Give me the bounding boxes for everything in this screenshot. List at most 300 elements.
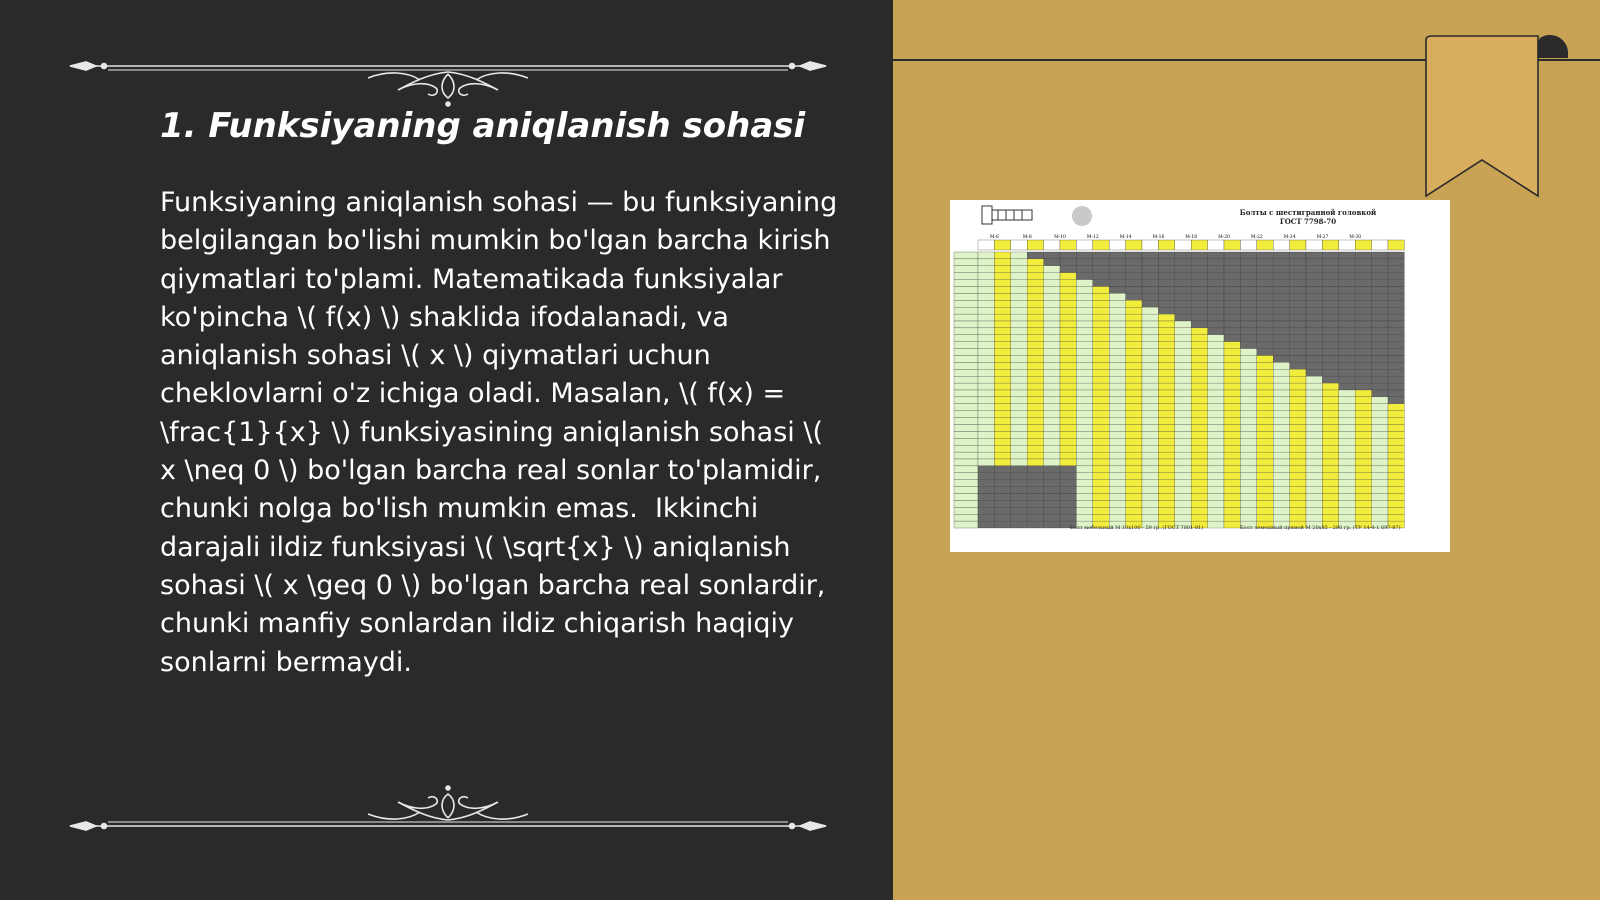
- table-cell: [994, 307, 1010, 314]
- table-cell: [1224, 411, 1240, 418]
- table-cell: [1142, 349, 1158, 356]
- table-cell: [1372, 280, 1388, 287]
- table-cell: [1175, 466, 1191, 473]
- table-cell: [1273, 314, 1289, 321]
- table-cell: [978, 480, 994, 487]
- table-row-label-cell: [954, 356, 978, 363]
- table-cell: [1076, 466, 1092, 473]
- table-cell: [1060, 328, 1076, 335]
- table-cell: [1257, 466, 1273, 473]
- table-cell: [1372, 418, 1388, 425]
- table-cell: [1208, 473, 1224, 480]
- table-cell: [1191, 473, 1207, 480]
- table-column-header: M-8: [1022, 235, 1032, 240]
- table-cell: [1257, 514, 1273, 521]
- table-cell: [1290, 431, 1306, 438]
- table-cell: [1257, 335, 1273, 342]
- table-column-header: M-20: [1218, 235, 1230, 240]
- table-cell: [1076, 390, 1092, 397]
- table-cell: [994, 514, 1010, 521]
- table-cell: [1093, 390, 1109, 397]
- table-cell: [1372, 514, 1388, 521]
- table-cell: [994, 362, 1010, 369]
- table-cell: [1011, 431, 1027, 438]
- table-cell: [978, 397, 994, 404]
- table-cell: [978, 252, 994, 259]
- table-cell: [1257, 307, 1273, 314]
- table-cell: [1290, 342, 1306, 349]
- table-cell: [1109, 307, 1125, 314]
- table-cell: [1273, 328, 1289, 335]
- table-cell: [1273, 418, 1289, 425]
- table-cell: [1290, 459, 1306, 466]
- table-cell: [1027, 356, 1043, 363]
- table-cell: [1076, 376, 1092, 383]
- table-cell: [1060, 280, 1076, 287]
- table-cell: [1175, 266, 1191, 273]
- table-cell: [1322, 321, 1338, 328]
- table-cell: [1355, 411, 1371, 418]
- table-cell: [1093, 480, 1109, 487]
- table-column-header: M-16: [1152, 235, 1165, 240]
- table-cell: [1126, 431, 1142, 438]
- table-cell: [1027, 259, 1043, 266]
- table-cell: [1388, 287, 1404, 294]
- table-cell: [1126, 266, 1142, 273]
- table-cell: [1240, 480, 1256, 487]
- table-cell: [994, 438, 1010, 445]
- table-cell: [1273, 266, 1289, 273]
- table-header-cell: [1093, 240, 1109, 250]
- table-header-cell: [1126, 240, 1142, 250]
- table-cell: [1273, 307, 1289, 314]
- table-cell: [1273, 252, 1289, 259]
- table-cell: [1355, 397, 1371, 404]
- table-cell: [1126, 362, 1142, 369]
- table-cell: [1224, 452, 1240, 459]
- table-cell: [1076, 514, 1092, 521]
- table-cell: [1208, 349, 1224, 356]
- table-cell: [1257, 431, 1273, 438]
- table-cell: [1175, 293, 1191, 300]
- table-cell: [1011, 280, 1027, 287]
- table-cell: [1306, 356, 1322, 363]
- table-cell: [1208, 321, 1224, 328]
- table-cell: [1093, 445, 1109, 452]
- table-cell: [1208, 397, 1224, 404]
- table-cell: [1306, 431, 1322, 438]
- table-cell: [1240, 487, 1256, 494]
- table-cell: [1126, 349, 1142, 356]
- table-cell: [1224, 342, 1240, 349]
- table-row-label-cell: [954, 431, 978, 438]
- table-cell: [1322, 500, 1338, 507]
- table-cell: [1322, 259, 1338, 266]
- table-cell: [1388, 452, 1404, 459]
- table-cell: [1175, 376, 1191, 383]
- table-cell: [1175, 328, 1191, 335]
- table-cell: [1257, 438, 1273, 445]
- table-cell: [1290, 500, 1306, 507]
- table-cell: [1044, 445, 1060, 452]
- table-cell: [1011, 425, 1027, 432]
- table-cell: [1273, 349, 1289, 356]
- table-cell: [1191, 280, 1207, 287]
- table-cell: [1142, 280, 1158, 287]
- table-cell: [1109, 335, 1125, 342]
- table-cell: [1322, 494, 1338, 501]
- table-cell: [1372, 480, 1388, 487]
- table-cell: [1208, 266, 1224, 273]
- table-row-label-cell: [954, 500, 978, 507]
- table-cell: [1240, 445, 1256, 452]
- table-cell: [1142, 480, 1158, 487]
- table-cell: [1290, 307, 1306, 314]
- table-cell: [1257, 397, 1273, 404]
- table-cell: [1126, 507, 1142, 514]
- table-cell: [1339, 280, 1355, 287]
- table-cell: [1322, 438, 1338, 445]
- table-cell: [1240, 314, 1256, 321]
- table-cell: [1027, 369, 1043, 376]
- table-cell: [1011, 418, 1027, 425]
- table-cell: [1322, 369, 1338, 376]
- table-cell: [1355, 293, 1371, 300]
- table-cell: [1224, 494, 1240, 501]
- table-header-cell: [1355, 240, 1371, 250]
- table-cell: [1388, 404, 1404, 411]
- table-cell: [1060, 321, 1076, 328]
- table-cell: [1355, 349, 1371, 356]
- table-cell: [978, 356, 994, 363]
- table-cell: [1388, 280, 1404, 287]
- table-cell: [1273, 287, 1289, 294]
- table-cell: [1126, 452, 1142, 459]
- table-cell: [1273, 293, 1289, 300]
- table-cell: [1060, 404, 1076, 411]
- table-cell: [1224, 356, 1240, 363]
- table-cell: [1191, 459, 1207, 466]
- table-cell: [1060, 300, 1076, 307]
- table-cell: [994, 335, 1010, 342]
- table-cell: [1290, 349, 1306, 356]
- table-cell: [1126, 293, 1142, 300]
- table-cell: [1142, 321, 1158, 328]
- table-cell: [1158, 349, 1174, 356]
- table-cell: [1093, 514, 1109, 521]
- table-cell: [1290, 425, 1306, 432]
- table-cell: [1109, 452, 1125, 459]
- table-cell: [1142, 438, 1158, 445]
- table-cell: [1339, 259, 1355, 266]
- table-footer-right: Болт лемешный прямой М 20х85 - 280 гр. (ТУ 14-4-1 697-87): [1240, 525, 1401, 531]
- table-cell: [1388, 252, 1404, 259]
- table-cell: [1158, 273, 1174, 280]
- table-cell: [978, 411, 994, 418]
- table-cell: [1191, 452, 1207, 459]
- table-cell: [1076, 480, 1092, 487]
- table-cell: [1257, 259, 1273, 266]
- table-cell: [1044, 376, 1060, 383]
- table-cell: [1011, 307, 1027, 314]
- table-cell: [1339, 459, 1355, 466]
- table-cell: [1290, 321, 1306, 328]
- table-cell: [1126, 273, 1142, 280]
- table-cell: [994, 418, 1010, 425]
- table-cell: [1372, 369, 1388, 376]
- table-cell: [1060, 425, 1076, 432]
- table-cell: [1322, 487, 1338, 494]
- table-cell: [1257, 411, 1273, 418]
- table-cell: [1126, 307, 1142, 314]
- table-cell: [1044, 383, 1060, 390]
- table-cell: [1093, 507, 1109, 514]
- table-cell: [1306, 280, 1322, 287]
- table-cell: [1126, 300, 1142, 307]
- table-cell: [1011, 507, 1027, 514]
- table-cell: [1306, 362, 1322, 369]
- table-cell: [1257, 425, 1273, 432]
- table-cell: [978, 459, 994, 466]
- table-cell: [1306, 266, 1322, 273]
- table-cell: [994, 259, 1010, 266]
- table-cell: [994, 342, 1010, 349]
- table-cell: [1240, 362, 1256, 369]
- table-cell: [1355, 480, 1371, 487]
- table-cell: [1257, 390, 1273, 397]
- table-cell: [1240, 425, 1256, 432]
- table-cell: [994, 480, 1010, 487]
- table-row-label-cell: [954, 445, 978, 452]
- table-row-label-cell: [954, 342, 978, 349]
- table-cell: [1273, 376, 1289, 383]
- table-cell: [1208, 273, 1224, 280]
- table-cell: [994, 397, 1010, 404]
- table-cell: [1224, 473, 1240, 480]
- table-cell: [1257, 452, 1273, 459]
- table-cell: [1126, 445, 1142, 452]
- table-cell: [1044, 425, 1060, 432]
- table-cell: [994, 328, 1010, 335]
- table-cell: [978, 445, 994, 452]
- table-cell: [1044, 321, 1060, 328]
- table-cell: [1224, 293, 1240, 300]
- table-cell: [1060, 376, 1076, 383]
- table-cell: [1093, 266, 1109, 273]
- table-cell: [1011, 252, 1027, 259]
- table-cell: [994, 431, 1010, 438]
- table-cell: [1388, 293, 1404, 300]
- table-cell: [1044, 418, 1060, 425]
- table-cell: [978, 507, 994, 514]
- table-cell: [1290, 480, 1306, 487]
- table-cell: [1027, 500, 1043, 507]
- table-cell: [1076, 266, 1092, 273]
- table-cell: [1060, 390, 1076, 397]
- table-cell: [1076, 459, 1092, 466]
- table-cell: [1224, 487, 1240, 494]
- table-cell: [1158, 397, 1174, 404]
- table-cell: [1175, 431, 1191, 438]
- table-row-label-cell: [954, 314, 978, 321]
- table-cell: [1175, 438, 1191, 445]
- table-cell: [1158, 452, 1174, 459]
- table-cell: [1060, 252, 1076, 259]
- table-cell: [1388, 480, 1404, 487]
- table-cell: [1011, 445, 1027, 452]
- table-cell: [1027, 494, 1043, 501]
- table-cell: [1372, 452, 1388, 459]
- table-cell: [1175, 356, 1191, 363]
- table-cell: [1027, 425, 1043, 432]
- table-cell: [1290, 438, 1306, 445]
- table-cell: [1273, 383, 1289, 390]
- table-cell: [1158, 494, 1174, 501]
- table-cell: [1109, 431, 1125, 438]
- table-cell: [1044, 307, 1060, 314]
- table-row-label-cell: [954, 252, 978, 259]
- table-cell: [1372, 307, 1388, 314]
- table-cell: [1388, 356, 1404, 363]
- table-cell: [1273, 431, 1289, 438]
- table-row-label-cell: [954, 473, 978, 480]
- table-cell: [1372, 342, 1388, 349]
- table-cell: [1027, 480, 1043, 487]
- table-cell: [1306, 494, 1322, 501]
- table-cell: [1060, 362, 1076, 369]
- table-cell: [1355, 383, 1371, 390]
- table-cell: [1339, 321, 1355, 328]
- table-cell: [978, 425, 994, 432]
- table-cell: [1290, 404, 1306, 411]
- table-cell: [1191, 349, 1207, 356]
- table-cell: [1060, 342, 1076, 349]
- table-cell: [1158, 431, 1174, 438]
- table-cell: [1339, 466, 1355, 473]
- table-header-cell: [1142, 240, 1158, 250]
- table-cell: [1044, 514, 1060, 521]
- table-cell: [1142, 431, 1158, 438]
- table-cell: [1208, 356, 1224, 363]
- table-cell: [1076, 252, 1092, 259]
- table-cell: [1306, 466, 1322, 473]
- table-cell: [1109, 487, 1125, 494]
- table-cell: [1290, 369, 1306, 376]
- table-cell: [1339, 480, 1355, 487]
- table-cell: [1224, 459, 1240, 466]
- table-cell: [1076, 404, 1092, 411]
- table-cell: [1372, 466, 1388, 473]
- table-cell: [1142, 259, 1158, 266]
- table-cell: [1339, 342, 1355, 349]
- table-cell: [1044, 397, 1060, 404]
- table-cell: [1388, 376, 1404, 383]
- table-cell: [1093, 425, 1109, 432]
- table-cell: [1322, 459, 1338, 466]
- table-cell: [1076, 397, 1092, 404]
- table-cell: [1175, 494, 1191, 501]
- table-cell: [1273, 259, 1289, 266]
- table-cell: [1109, 507, 1125, 514]
- table-cell: [1388, 418, 1404, 425]
- table-row-label-cell: [954, 397, 978, 404]
- table-row-label-cell: [954, 521, 978, 528]
- table-cell: [1191, 514, 1207, 521]
- table-cell: [1372, 321, 1388, 328]
- table-cell: [1011, 300, 1027, 307]
- table-cell: [1372, 397, 1388, 404]
- table-cell: [1208, 259, 1224, 266]
- table-cell: [1208, 335, 1224, 342]
- table-cell: [1355, 259, 1371, 266]
- table-row-label-cell: [954, 411, 978, 418]
- table-cell: [1208, 431, 1224, 438]
- table-cell: [1355, 473, 1371, 480]
- table-cell: [1142, 342, 1158, 349]
- table-cell: [1011, 473, 1027, 480]
- table-cell: [1306, 473, 1322, 480]
- table-cell: [1191, 287, 1207, 294]
- table-cell: [1273, 425, 1289, 432]
- table-cell: [1388, 335, 1404, 342]
- table-cell: [1355, 342, 1371, 349]
- table-cell: [1027, 397, 1043, 404]
- body-paragraph: Funksiyaning aniqlanish sohasi — bu funksiyaning belgilangan bo'lishi mumkin bo'lgan barcha kirish qiymatlari to'plami. Matematikada funksiyalar ko'pincha \( f(x) \) shaklida ifodalanadi, va aniqlanish sohasi \( x \) qiymatlari uchun cheklovlarni o'z ichiga oladi. Masalan, \( f(x) = \frac{1}{x} \) funksiyasining aniqlanish sohasi \( x \neq 0 \) bo'lgan barcha real sonlar to'plamidir, chunki nolga bo'lish mumkin emas. Ikkinchi darajali ildiz funksiyasi \( \sqrt{x} \) aniqlanish sohasi \( x \geq 0 \) bo'lgan barcha real sonlardir, chunki manfiy sonlardan ildiz chiqarish haqiqiy sonlarni bermaydi.: [160, 187, 846, 678]
- table-cell: [1109, 494, 1125, 501]
- table-cell: [1044, 459, 1060, 466]
- table-cell: [1158, 321, 1174, 328]
- table-cell: [1158, 473, 1174, 480]
- bookmark-ribbon-icon: [1408, 0, 1568, 200]
- table-cell: [1158, 307, 1174, 314]
- table-cell: [1093, 466, 1109, 473]
- table-header-cell: [1044, 240, 1060, 250]
- table-cell: [994, 300, 1010, 307]
- table-cell: [1322, 349, 1338, 356]
- table-cell: [1290, 397, 1306, 404]
- table-cell: [1388, 328, 1404, 335]
- table-cell: [1027, 411, 1043, 418]
- table-cell: [1191, 321, 1207, 328]
- table-cell: [1224, 425, 1240, 432]
- table-cell: [1388, 459, 1404, 466]
- table-cell: [1273, 445, 1289, 452]
- table-cell: [994, 445, 1010, 452]
- table-cell: [1027, 321, 1043, 328]
- table-cell: [1355, 459, 1371, 466]
- table-cell: [978, 321, 994, 328]
- table-cell: [1109, 500, 1125, 507]
- table-column-header: M-24: [1283, 235, 1296, 240]
- table-cell: [1076, 369, 1092, 376]
- table-cell: [1126, 321, 1142, 328]
- table-column-header: M-6: [989, 235, 999, 240]
- table-cell: [1372, 266, 1388, 273]
- table-cell: [978, 280, 994, 287]
- table-cell: [1224, 390, 1240, 397]
- table-cell: [1224, 266, 1240, 273]
- table-cell: [1158, 514, 1174, 521]
- table-cell: [1142, 335, 1158, 342]
- table-cell: [1208, 376, 1224, 383]
- table-cell: [1339, 404, 1355, 411]
- table-cell: [1158, 362, 1174, 369]
- table-cell: [1257, 369, 1273, 376]
- table-cell: [1372, 404, 1388, 411]
- table-cell: [978, 514, 994, 521]
- table-cell: [1388, 473, 1404, 480]
- table-cell: [1306, 307, 1322, 314]
